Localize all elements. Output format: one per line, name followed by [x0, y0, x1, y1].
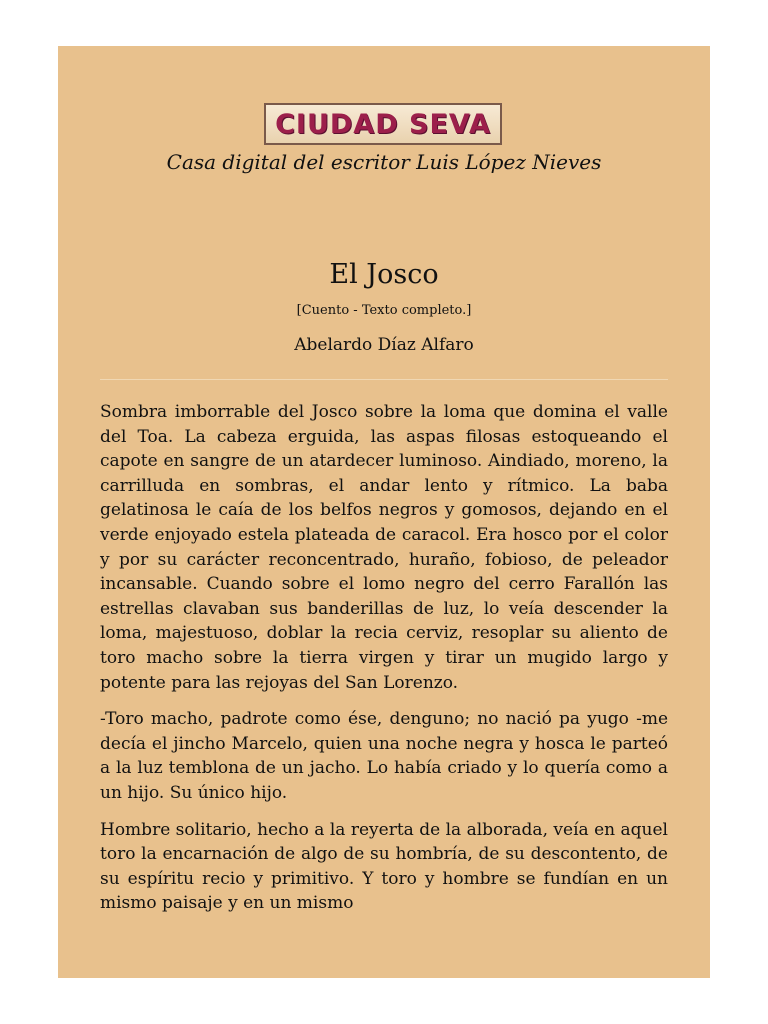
story-subtitle: [Cuento - Texto completo.]	[296, 303, 472, 318]
paragraph: Sombra imborrable del Josco sobre la loma que domina el valle del Toa. La cabeza erguida, las aspas filosas estoqueando el capote en sangre de un atardecer luminoso. Aindiado, moreno, la carrilluda en sombras, el andar lento y rítmico. La baba gelatinosa le caía de los belfos negros y gomosos, dejando en el verde enjoyado estela plateada de caracol. Era hosco por el color y por su carácter reconcentrado, huraño, fobioso, de peleador incansable. Cuando sobre el lomo negro del cerro Farallón las estrellas clavaban sus banderillas de luz, lo veía descender la loma, majestuoso, doblar la recia cerviz, resoplar su aliento de toro macho sobre la tierra virgen y tirar un mugido largo y potente para las rejoyas del San Lorenzo.	[100, 402, 668, 693]
paragraph: Hombre solitario, hecho a la reyerta de la alborada, veía en aquel toro la encarnación de algo de su hombría, de su descontento, de su espíritu recio y primitivo. Y toro y hombre se fundían en un mismo paisaje y en un mismo	[100, 819, 668, 914]
story-title: El Josco	[329, 259, 439, 290]
logo-text: CIUDAD SEVA	[275, 108, 491, 140]
ciudad-seva-logo[interactable]	[264, 103, 502, 145]
divider	[100, 379, 668, 380]
site-tagline: Casa digital del escritor Luis López Nieves	[166, 150, 602, 174]
paragraph: -Toro macho, padrote como ése, denguno; no nació pa yugo -me decía el jincho Marcelo, quien una noche negra y hosca le parteó a la luz temblona de un jacho. Lo había criado y lo quería como a un hijo. Su único hijo.	[100, 709, 668, 803]
story-author: Abelardo Díaz Alfaro	[294, 335, 474, 355]
story-body	[100, 400, 668, 928]
page	[58, 46, 710, 978]
